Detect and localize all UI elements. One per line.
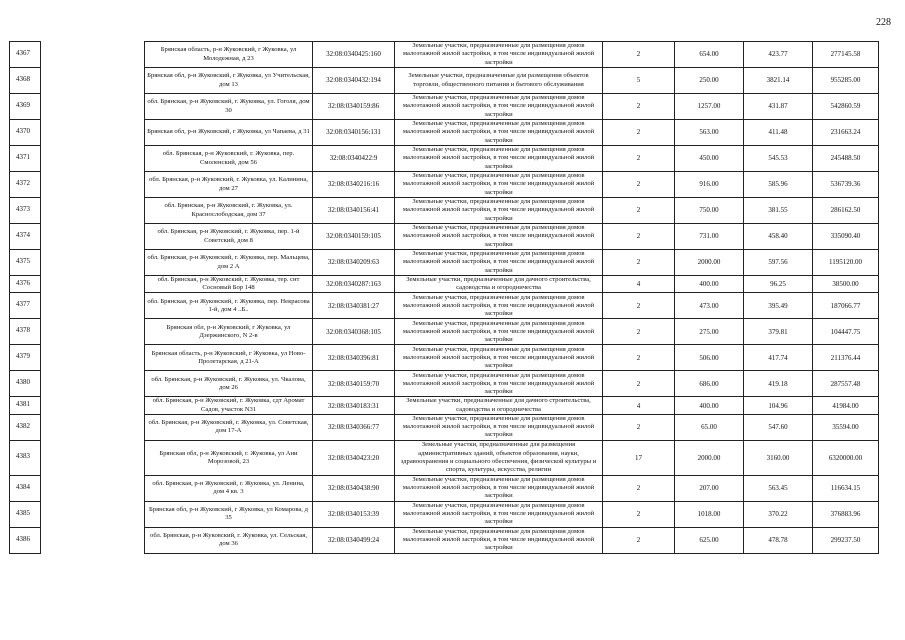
table-row <box>10 224 879 250</box>
cadastral-value-cell: 277145.58 <box>813 42 879 68</box>
group-cell: 2 <box>603 345 675 371</box>
row-spacer <box>41 319 145 345</box>
table-row <box>10 172 879 198</box>
cadastral-value-cell: 955285.00 <box>813 68 879 94</box>
address-cell: Брянская обл, р-н Жуковский, г Жуковка, ул Комарова, д 35 <box>145 501 313 527</box>
land-purpose-cell: Земельные участки, предназначенные для размещения домов малоэтажной жилой застройки, в том числе индивидуальной жилой застройки <box>395 224 603 250</box>
cadastral-number-cell: 32:08:0340159:70 <box>313 371 395 397</box>
address-cell: Брянская область, р-н Жуковский, г Жуковка, ул Молодежная, д 23 <box>145 42 313 68</box>
row-spacer <box>41 42 145 68</box>
specific-value-cell: 96.25 <box>744 276 813 293</box>
row-number <box>10 475 41 501</box>
row-spacer <box>41 250 145 276</box>
specific-value-cell: 395.49 <box>744 293 813 319</box>
row-number-text: 4369 <box>16 100 30 109</box>
row-number <box>10 198 41 224</box>
row-number-text: 4385 <box>16 508 30 517</box>
row-number-text: 4372 <box>16 178 30 187</box>
area-cell: 686.00 <box>675 371 744 397</box>
row-number-text: 4379 <box>16 352 30 361</box>
row-spacer <box>41 276 145 293</box>
row-number <box>10 501 41 527</box>
cadastral-value-cell: 245488.50 <box>813 146 879 172</box>
cadastral-number-cell: 32:08:0340209:63 <box>313 250 395 276</box>
land-purpose-cell: Земельные участки, предназначенные для дачного строительства, садоводства и огородничества <box>395 276 603 293</box>
specific-value-cell: 458.40 <box>744 224 813 250</box>
address-cell: обл. Брянская, р-н Жуковский, г. Жуковка, ул. Ленина, дом 4 кв. 3 <box>145 475 313 501</box>
row-spacer <box>41 293 145 319</box>
row-number <box>10 397 41 414</box>
row-number <box>10 42 41 68</box>
row-number <box>10 414 41 440</box>
address-cell: обл. Брянская, р-н Жуковский, г. Жуковка, ул. Советская, дом 17-А <box>145 414 313 440</box>
land-purpose-cell: Земельные участки, предназначенные для размещения домов малоэтажной жилой застройки, в том числе индивидуальной жилой застройки <box>395 293 603 319</box>
group-cell: 2 <box>603 414 675 440</box>
address-cell: обл. Брянская, р-н Жуковский, г. Жуковка, сдт Аромат Садов, участок N31 <box>145 397 313 414</box>
land-purpose-cell: Земельные участки, предназначенные для размещения домов малоэтажной жилой застройки, в том числе индивидуальной жилой застройки <box>395 172 603 198</box>
land-purpose-cell: Земельные участки, предназначенные для размещения объектов торговли, общественного питания и бытового обслуживания <box>395 68 603 94</box>
specific-value-cell: 547.60 <box>744 414 813 440</box>
row-spacer <box>41 475 145 501</box>
area-cell: 506.00 <box>675 345 744 371</box>
table-row <box>10 527 879 553</box>
row-number <box>10 94 41 120</box>
row-number <box>10 440 41 475</box>
cadastral-number-cell: 32:08:0340432:194 <box>313 68 395 94</box>
row-number <box>10 527 41 553</box>
row-spacer <box>41 501 145 527</box>
group-cell: 2 <box>603 475 675 501</box>
land-purpose-cell: Земельные участки, предназначенные для дачного строительства, садоводства и огородничества <box>395 397 603 414</box>
land-purpose-cell: Земельные участки, предназначенные для размещения домов малоэтажной жилой застройки, в том числе индивидуальной жилой застройки <box>395 198 603 224</box>
area-cell: 1257.00 <box>675 94 744 120</box>
row-spacer <box>41 345 145 371</box>
table-row <box>10 42 879 68</box>
cadastral-value-cell: 41984.00 <box>813 397 879 414</box>
specific-value-cell: 478.78 <box>744 527 813 553</box>
address-cell: обл. Брянская, р-н Жуковский, г. Жуковка, пер. Некрасова 1-й, дом 4 ..Б.. <box>145 293 313 319</box>
land-purpose-cell: Земельные участки, предназначенные для размещения домов малоэтажной жилой застройки, в том числе индивидуальной жилой застройки <box>395 319 603 345</box>
specific-value-cell: 3160.00 <box>744 440 813 475</box>
cadastral-number-cell: 32:08:0340425:160 <box>313 42 395 68</box>
group-cell: 4 <box>603 276 675 293</box>
group-cell: 2 <box>603 250 675 276</box>
address-cell: обл. Брянская, р-н Жуковский, г. Жуковка, тер. снт Сосновый Бор 148 <box>145 276 313 293</box>
land-purpose-cell: Земельные участки, предназначенные для размещения домов малоэтажной жилой застройки, в том числе индивидуальной жилой застройки <box>395 527 603 553</box>
group-cell: 2 <box>603 501 675 527</box>
group-cell: 2 <box>603 198 675 224</box>
cadastral-number-cell: 32:08:0340422:9 <box>313 146 395 172</box>
address-cell: обл. Брянская, р-н Жуковский, г. Жуковка, ул. Гоголя, дом 30 <box>145 94 313 120</box>
cadastral-number-cell: 32:08:0340438:90 <box>313 475 395 501</box>
cadastral-value-cell: 187066.77 <box>813 293 879 319</box>
row-number <box>10 345 41 371</box>
cadastral-number-cell: 32:08:0340366:77 <box>313 414 395 440</box>
address-cell: обл. Брянская, р-н Жуковский, г. Жуковка, ул. Краснослободская, дом 37 <box>145 198 313 224</box>
row-spacer <box>41 172 145 198</box>
group-cell: 5 <box>603 68 675 94</box>
area-cell: 1018.00 <box>675 501 744 527</box>
group-cell: 2 <box>603 224 675 250</box>
area-cell: 65.00 <box>675 414 744 440</box>
row-number <box>10 120 41 146</box>
row-number-text: 4384 <box>16 482 30 491</box>
row-number <box>10 146 41 172</box>
cadastral-value-cell: 38500.00 <box>813 276 879 293</box>
row-number <box>10 276 41 293</box>
address-cell: Брянская обл, р-н Жуковский, г Жуковка, ул Учительская, дом 13 <box>145 68 313 94</box>
group-cell: 2 <box>603 319 675 345</box>
address-cell: обл. Брянская, р-н Жуковский, г. Жуковка, пер. 1-й Советский, дом 8 <box>145 224 313 250</box>
row-number-text: 4383 <box>16 452 30 461</box>
cadastral-number-cell: 32:08:0340396:81 <box>313 345 395 371</box>
land-purpose-cell: Земельные участки, предназначенные для размещения домов малоэтажной жилой застройки, в том числе индивидуальной жилой застройки <box>395 94 603 120</box>
row-number <box>10 68 41 94</box>
table-row <box>10 475 879 501</box>
specific-value-cell: 370.22 <box>744 501 813 527</box>
specific-value-cell: 104.96 <box>744 397 813 414</box>
row-spacer <box>41 440 145 475</box>
cadastral-number-cell: 32:08:0340216:16 <box>313 172 395 198</box>
area-cell: 563.00 <box>675 120 744 146</box>
land-purpose-cell: Земельные участки, предназначенные для размещения домов малоэтажной жилой застройки, в том числе индивидуальной жилой застройки <box>395 345 603 371</box>
address-cell: обл. Брянская, р-н Жуковский, г. Жуковка, пер. Смоленский, дом 56 <box>145 146 313 172</box>
row-spacer <box>41 94 145 120</box>
specific-value-cell: 423.77 <box>744 42 813 68</box>
row-spacer <box>41 397 145 414</box>
specific-value-cell: 563.45 <box>744 475 813 501</box>
table-row <box>10 440 879 475</box>
land-purpose-cell: Земельные участки, предназначенные для размещения домов малоэтажной жилой застройки, в том числе индивидуальной жилой застройки <box>395 371 603 397</box>
area-cell: 2000.00 <box>675 440 744 475</box>
row-number-text: 4371 <box>16 152 30 161</box>
group-cell: 17 <box>603 440 675 475</box>
row-number-text: 4370 <box>16 126 30 135</box>
address-cell: Брянская обл, р-н Жуковский, г. Жуковка, ул Ани Морозовой, 23 <box>145 440 313 475</box>
group-cell: 2 <box>603 94 675 120</box>
row-number-text: 4378 <box>16 326 30 335</box>
row-number <box>10 371 41 397</box>
specific-value-cell: 417.74 <box>744 345 813 371</box>
land-purpose-cell: Земельные участки, предназначенные для размещения домов малоэтажной жилой застройки, в том числе индивидуальной жилой застройки <box>395 42 603 68</box>
area-cell: 400.00 <box>675 397 744 414</box>
cadastral-number-cell: 32:08:0340153:39 <box>313 501 395 527</box>
cadastral-value-cell: 299237.50 <box>813 527 879 553</box>
area-cell: 250.00 <box>675 68 744 94</box>
row-number <box>10 319 41 345</box>
table-row <box>10 414 879 440</box>
cadastral-number-cell: 32:08:0340423:20 <box>313 440 395 475</box>
specific-value-cell: 379.81 <box>744 319 813 345</box>
specific-value-cell: 411.48 <box>744 120 813 146</box>
specific-value-cell: 545.53 <box>744 146 813 172</box>
row-number-text: 4368 <box>16 74 30 83</box>
row-number-text: 4377 <box>16 300 30 309</box>
row-spacer <box>41 371 145 397</box>
specific-value-cell: 381.55 <box>744 198 813 224</box>
area-cell: 750.00 <box>675 198 744 224</box>
cadastral-value-cell: 286162.50 <box>813 198 879 224</box>
cadastral-value-cell: 287557.48 <box>813 371 879 397</box>
specific-value-cell: 585.96 <box>744 172 813 198</box>
cadastral-value-cell: 35594.00 <box>813 414 879 440</box>
row-number <box>10 250 41 276</box>
table-row <box>10 501 879 527</box>
area-cell: 473.00 <box>675 293 744 319</box>
cadastral-value-table <box>9 41 879 554</box>
cadastral-number-cell: 32:08:0340159:105 <box>313 224 395 250</box>
cadastral-number-cell: 32:08:0340159:86 <box>313 94 395 120</box>
cadastral-number-cell: 32:08:0340368:105 <box>313 319 395 345</box>
group-cell: 2 <box>603 146 675 172</box>
group-cell: 2 <box>603 293 675 319</box>
area-cell: 275.00 <box>675 319 744 345</box>
area-cell: 207.00 <box>675 475 744 501</box>
row-number <box>10 172 41 198</box>
area-cell: 654.00 <box>675 42 744 68</box>
row-spacer <box>41 146 145 172</box>
cadastral-number-cell: 32:08:0340381:27 <box>313 293 395 319</box>
address-cell: Брянская область, р-н Жуковский, г Жуковка, ул Ново-Пролетарская, д 21-А <box>145 345 313 371</box>
area-cell: 2000.00 <box>675 250 744 276</box>
table-row <box>10 319 879 345</box>
land-purpose-cell: Земельные участки, предназначенные для размещения домов малоэтажной жилой застройки, в том числе индивидуальной жилой застройки <box>395 414 603 440</box>
row-spacer <box>41 224 145 250</box>
table-row <box>10 120 879 146</box>
group-cell: 2 <box>603 371 675 397</box>
row-number-text: 4375 <box>16 256 30 265</box>
group-cell: 4 <box>603 397 675 414</box>
row-spacer <box>41 120 145 146</box>
cadastral-number-cell: 32:08:0340287:163 <box>313 276 395 293</box>
page-number: 228 <box>876 17 891 28</box>
group-cell: 2 <box>603 120 675 146</box>
table-row <box>10 371 879 397</box>
row-number-text: 4380 <box>16 378 30 387</box>
land-purpose-cell: Земельные участки, предназначенные для размещения домов малоэтажной жилой застройки, в том числе индивидуальной жилой застройки <box>395 146 603 172</box>
cadastral-number-cell: 32:08:0340183:31 <box>313 397 395 414</box>
area-cell: 450.00 <box>675 146 744 172</box>
address-cell: обл. Брянская, р-н Жуковский, г. Жуковка, ул. Чкалова, дом 26 <box>145 371 313 397</box>
row-number-text: 4381 <box>16 400 30 408</box>
table-row <box>10 293 879 319</box>
land-purpose-cell: Земельные участки, предназначенные для размещения домов малоэтажной жилой застройки, в том числе индивидуальной жилой застройки <box>395 250 603 276</box>
group-cell: 2 <box>603 172 675 198</box>
table-row <box>10 397 879 414</box>
row-number <box>10 224 41 250</box>
row-number-text: 4376 <box>16 278 30 287</box>
cadastral-value-cell: 6320000.00 <box>813 440 879 475</box>
address-cell: Брянская обл, р-н Жуковский, г Жуковка, ул Дзержинского, N 2-в <box>145 319 313 345</box>
cadastral-value-cell: 231663.24 <box>813 120 879 146</box>
address-cell: обл. Брянская, р-н Жуковский, г. Жуковка, ул. Сельская, дом 36 <box>145 527 313 553</box>
table-row <box>10 94 879 120</box>
row-number-text: 4374 <box>16 230 30 239</box>
area-cell: 625.00 <box>675 527 744 553</box>
row-number-text: 4382 <box>16 421 30 430</box>
specific-value-cell: 419.18 <box>744 371 813 397</box>
group-cell: 2 <box>603 527 675 553</box>
cadastral-value-cell: 116634.15 <box>813 475 879 501</box>
land-purpose-cell: Земельные участки, предназначенные для размещения домов малоэтажной жилой застройки, в том числе индивидуальной жилой застройки <box>395 475 603 501</box>
land-purpose-cell: Земельные участки, предназначенные для размещения административных зданий, объектов образования, науки, здравоохранения и социального обеспечения, физической культуры и спорта, культуры, искусства, религии <box>395 440 603 475</box>
row-spacer <box>41 527 145 553</box>
cadastral-number-cell: 32:08:0340156:41 <box>313 198 395 224</box>
table-row <box>10 250 879 276</box>
row-spacer <box>41 414 145 440</box>
row-number-text: 4386 <box>16 534 30 543</box>
table-row <box>10 146 879 172</box>
specific-value-cell: 3821.14 <box>744 68 813 94</box>
group-cell: 2 <box>603 42 675 68</box>
cadastral-value-cell: 536739.36 <box>813 172 879 198</box>
row-spacer <box>41 68 145 94</box>
row-number-text: 4367 <box>16 48 30 57</box>
cadastral-value-cell: 1195120.00 <box>813 250 879 276</box>
table-row <box>10 345 879 371</box>
cadastral-value-cell: 335090.40 <box>813 224 879 250</box>
row-spacer <box>41 198 145 224</box>
cadastral-number-cell: 32:08:0340156:131 <box>313 120 395 146</box>
table-row <box>10 68 879 94</box>
cadastral-number-cell: 32:08:0340499:24 <box>313 527 395 553</box>
table-body <box>10 42 879 554</box>
cadastral-value-cell: 542860.59 <box>813 94 879 120</box>
area-cell: 731.00 <box>675 224 744 250</box>
table-row <box>10 198 879 224</box>
row-number <box>10 293 41 319</box>
land-purpose-cell: Земельные участки, предназначенные для размещения домов малоэтажной жилой застройки, в том числе индивидуальной жилой застройки <box>395 120 603 146</box>
area-cell: 400.00 <box>675 276 744 293</box>
specific-value-cell: 597.56 <box>744 250 813 276</box>
specific-value-cell: 431.87 <box>744 94 813 120</box>
address-cell: Брянская обл, р-н Жуковский, г Жуковка, ул Чапаева, д 31 <box>145 120 313 146</box>
land-purpose-cell: Земельные участки, предназначенные для размещения домов малоэтажной жилой застройки, в том числе индивидуальной жилой застройки <box>395 501 603 527</box>
cadastral-value-cell: 104447.75 <box>813 319 879 345</box>
cadastral-value-cell: 211376.44 <box>813 345 879 371</box>
table-row <box>10 276 879 293</box>
address-cell: обл. Брянская, р-н Жуковский, г. Жуковка, пер. Мальцева, дом 2 А <box>145 250 313 276</box>
area-cell: 916.00 <box>675 172 744 198</box>
row-number-text: 4373 <box>16 204 30 213</box>
address-cell: обл. Брянская, р-н Жуковский, г. Жуковка, ул. Калинина, дом 27 <box>145 172 313 198</box>
cadastral-value-cell: 376883.96 <box>813 501 879 527</box>
